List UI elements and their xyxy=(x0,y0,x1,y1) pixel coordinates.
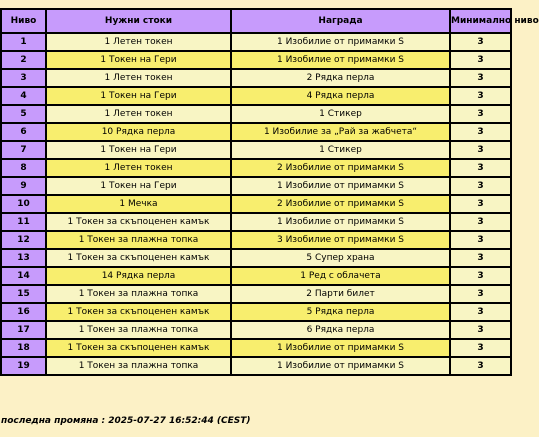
row-level: 13 xyxy=(1,249,46,267)
row-goods: 1 Токен за скъпоценен камък xyxy=(46,213,231,231)
row-min-level: 3 xyxy=(450,159,511,177)
row-reward: 1 Стикер xyxy=(231,141,450,159)
row-reward: 1 Изобилие от примамки S xyxy=(231,51,450,69)
row-goods: 1 Токен за плажна топка xyxy=(46,357,231,375)
row-goods: 1 Токен на Гери xyxy=(46,51,231,69)
row-level: 5 xyxy=(1,105,46,123)
header-reward: Награда xyxy=(231,9,450,33)
table-row xyxy=(1,267,511,285)
row-min-level: 3 xyxy=(450,285,511,303)
row-goods: 1 Мечка xyxy=(46,195,231,213)
table-row xyxy=(1,303,511,321)
table-row xyxy=(1,357,511,375)
row-min-level: 3 xyxy=(450,87,511,105)
row-reward: 6 Рядка перла xyxy=(231,321,450,339)
row-reward: 2 Парти билет xyxy=(231,285,450,303)
row-goods: 10 Рядка перла xyxy=(46,123,231,141)
quest-rewards-table xyxy=(0,8,539,376)
row-min-level: 3 xyxy=(450,123,511,141)
row-goods: 1 Токен на Гери xyxy=(46,87,231,105)
last-modified: последна промяна : 2025-07-27 16:52:44 (CEST) xyxy=(1,416,251,426)
row-level: 2 xyxy=(1,51,46,69)
row-level: 12 xyxy=(1,231,46,249)
row-level: 1 xyxy=(1,33,46,51)
row-level: 19 xyxy=(1,357,46,375)
row-reward: 1 Изобилие от примамки S xyxy=(231,177,450,195)
row-min-level: 3 xyxy=(450,357,511,375)
row-level: 10 xyxy=(1,195,46,213)
row-goods: 14 Рядка перла xyxy=(46,267,231,285)
row-goods: 1 Токен за плажна топка xyxy=(46,321,231,339)
table-row xyxy=(1,285,511,303)
table-row xyxy=(1,87,511,105)
row-reward: 2 Рядка перла xyxy=(231,69,450,87)
table-row xyxy=(1,177,511,195)
row-reward: 2 Изобилие от примамки S xyxy=(231,195,450,213)
table-row xyxy=(1,141,511,159)
row-reward: 3 Изобилие от примамки S xyxy=(231,231,450,249)
table-row xyxy=(1,321,511,339)
row-reward: 5 Рядка перла xyxy=(231,303,450,321)
row-goods: 1 Летен токен xyxy=(46,69,231,87)
row-reward: 2 Изобилие от примамки S xyxy=(231,159,450,177)
row-min-level: 3 xyxy=(450,249,511,267)
row-goods: 1 Летен токен xyxy=(46,105,231,123)
row-reward: 1 Изобилие от примамки S xyxy=(231,213,450,231)
row-min-level: 3 xyxy=(450,195,511,213)
row-reward: 1 Изобилие за „Рай за жабчета“ xyxy=(231,123,450,141)
row-min-level: 3 xyxy=(450,303,511,321)
row-level: 14 xyxy=(1,267,46,285)
row-level: 7 xyxy=(1,141,46,159)
row-min-level: 3 xyxy=(450,339,511,357)
row-goods: 1 Токен на Гери xyxy=(46,141,231,159)
row-min-level: 3 xyxy=(450,105,511,123)
row-min-level: 3 xyxy=(450,141,511,159)
row-reward: 4 Рядка перла xyxy=(231,87,450,105)
row-level: 8 xyxy=(1,159,46,177)
table-header-row xyxy=(1,9,511,33)
row-level: 16 xyxy=(1,303,46,321)
row-level: 18 xyxy=(1,339,46,357)
row-goods: 1 Летен токен xyxy=(46,159,231,177)
table-row xyxy=(1,339,511,357)
header-goods: Нужни стоки xyxy=(46,9,231,33)
row-reward: 5 Супер храна xyxy=(231,249,450,267)
table-row xyxy=(1,159,511,177)
row-goods: 1 Токен за скъпоценен камък xyxy=(46,339,231,357)
row-level: 6 xyxy=(1,123,46,141)
table-row xyxy=(1,51,511,69)
row-min-level: 3 xyxy=(450,321,511,339)
header-level: Ниво xyxy=(1,9,46,33)
row-min-level: 3 xyxy=(450,69,511,87)
row-reward: 1 Изобилие от примамки S xyxy=(231,357,450,375)
row-level: 4 xyxy=(1,87,46,105)
row-min-level: 3 xyxy=(450,33,511,51)
table-row xyxy=(1,213,511,231)
row-min-level: 3 xyxy=(450,51,511,69)
row-min-level: 3 xyxy=(450,267,511,285)
table-row xyxy=(1,195,511,213)
table-row xyxy=(1,231,511,249)
table-row xyxy=(1,33,511,51)
row-reward: 1 Изобилие от примамки S xyxy=(231,339,450,357)
row-goods: 1 Токен за плажна топка xyxy=(46,231,231,249)
table-row xyxy=(1,123,511,141)
row-min-level: 3 xyxy=(450,177,511,195)
row-goods: 1 Токен за плажна топка xyxy=(46,285,231,303)
table-row xyxy=(1,105,511,123)
row-min-level: 3 xyxy=(450,231,511,249)
row-level: 11 xyxy=(1,213,46,231)
row-level: 9 xyxy=(1,177,46,195)
row-reward: 1 Ред с облачета xyxy=(231,267,450,285)
row-min-level: 3 xyxy=(450,213,511,231)
row-goods: 1 Летен токен xyxy=(46,33,231,51)
row-level: 17 xyxy=(1,321,46,339)
row-goods: 1 Токен за скъпоценен камък xyxy=(46,303,231,321)
row-reward: 1 Стикер xyxy=(231,105,450,123)
header-min-level: Минимално ниво xyxy=(450,9,511,33)
table-row xyxy=(1,249,511,267)
row-level: 3 xyxy=(1,69,46,87)
table-row xyxy=(1,69,511,87)
row-reward: 1 Изобилие от примамки S xyxy=(231,33,450,51)
row-goods: 1 Токен за скъпоценен камък xyxy=(46,249,231,267)
row-goods: 1 Токен на Гери xyxy=(46,177,231,195)
row-level: 15 xyxy=(1,285,46,303)
